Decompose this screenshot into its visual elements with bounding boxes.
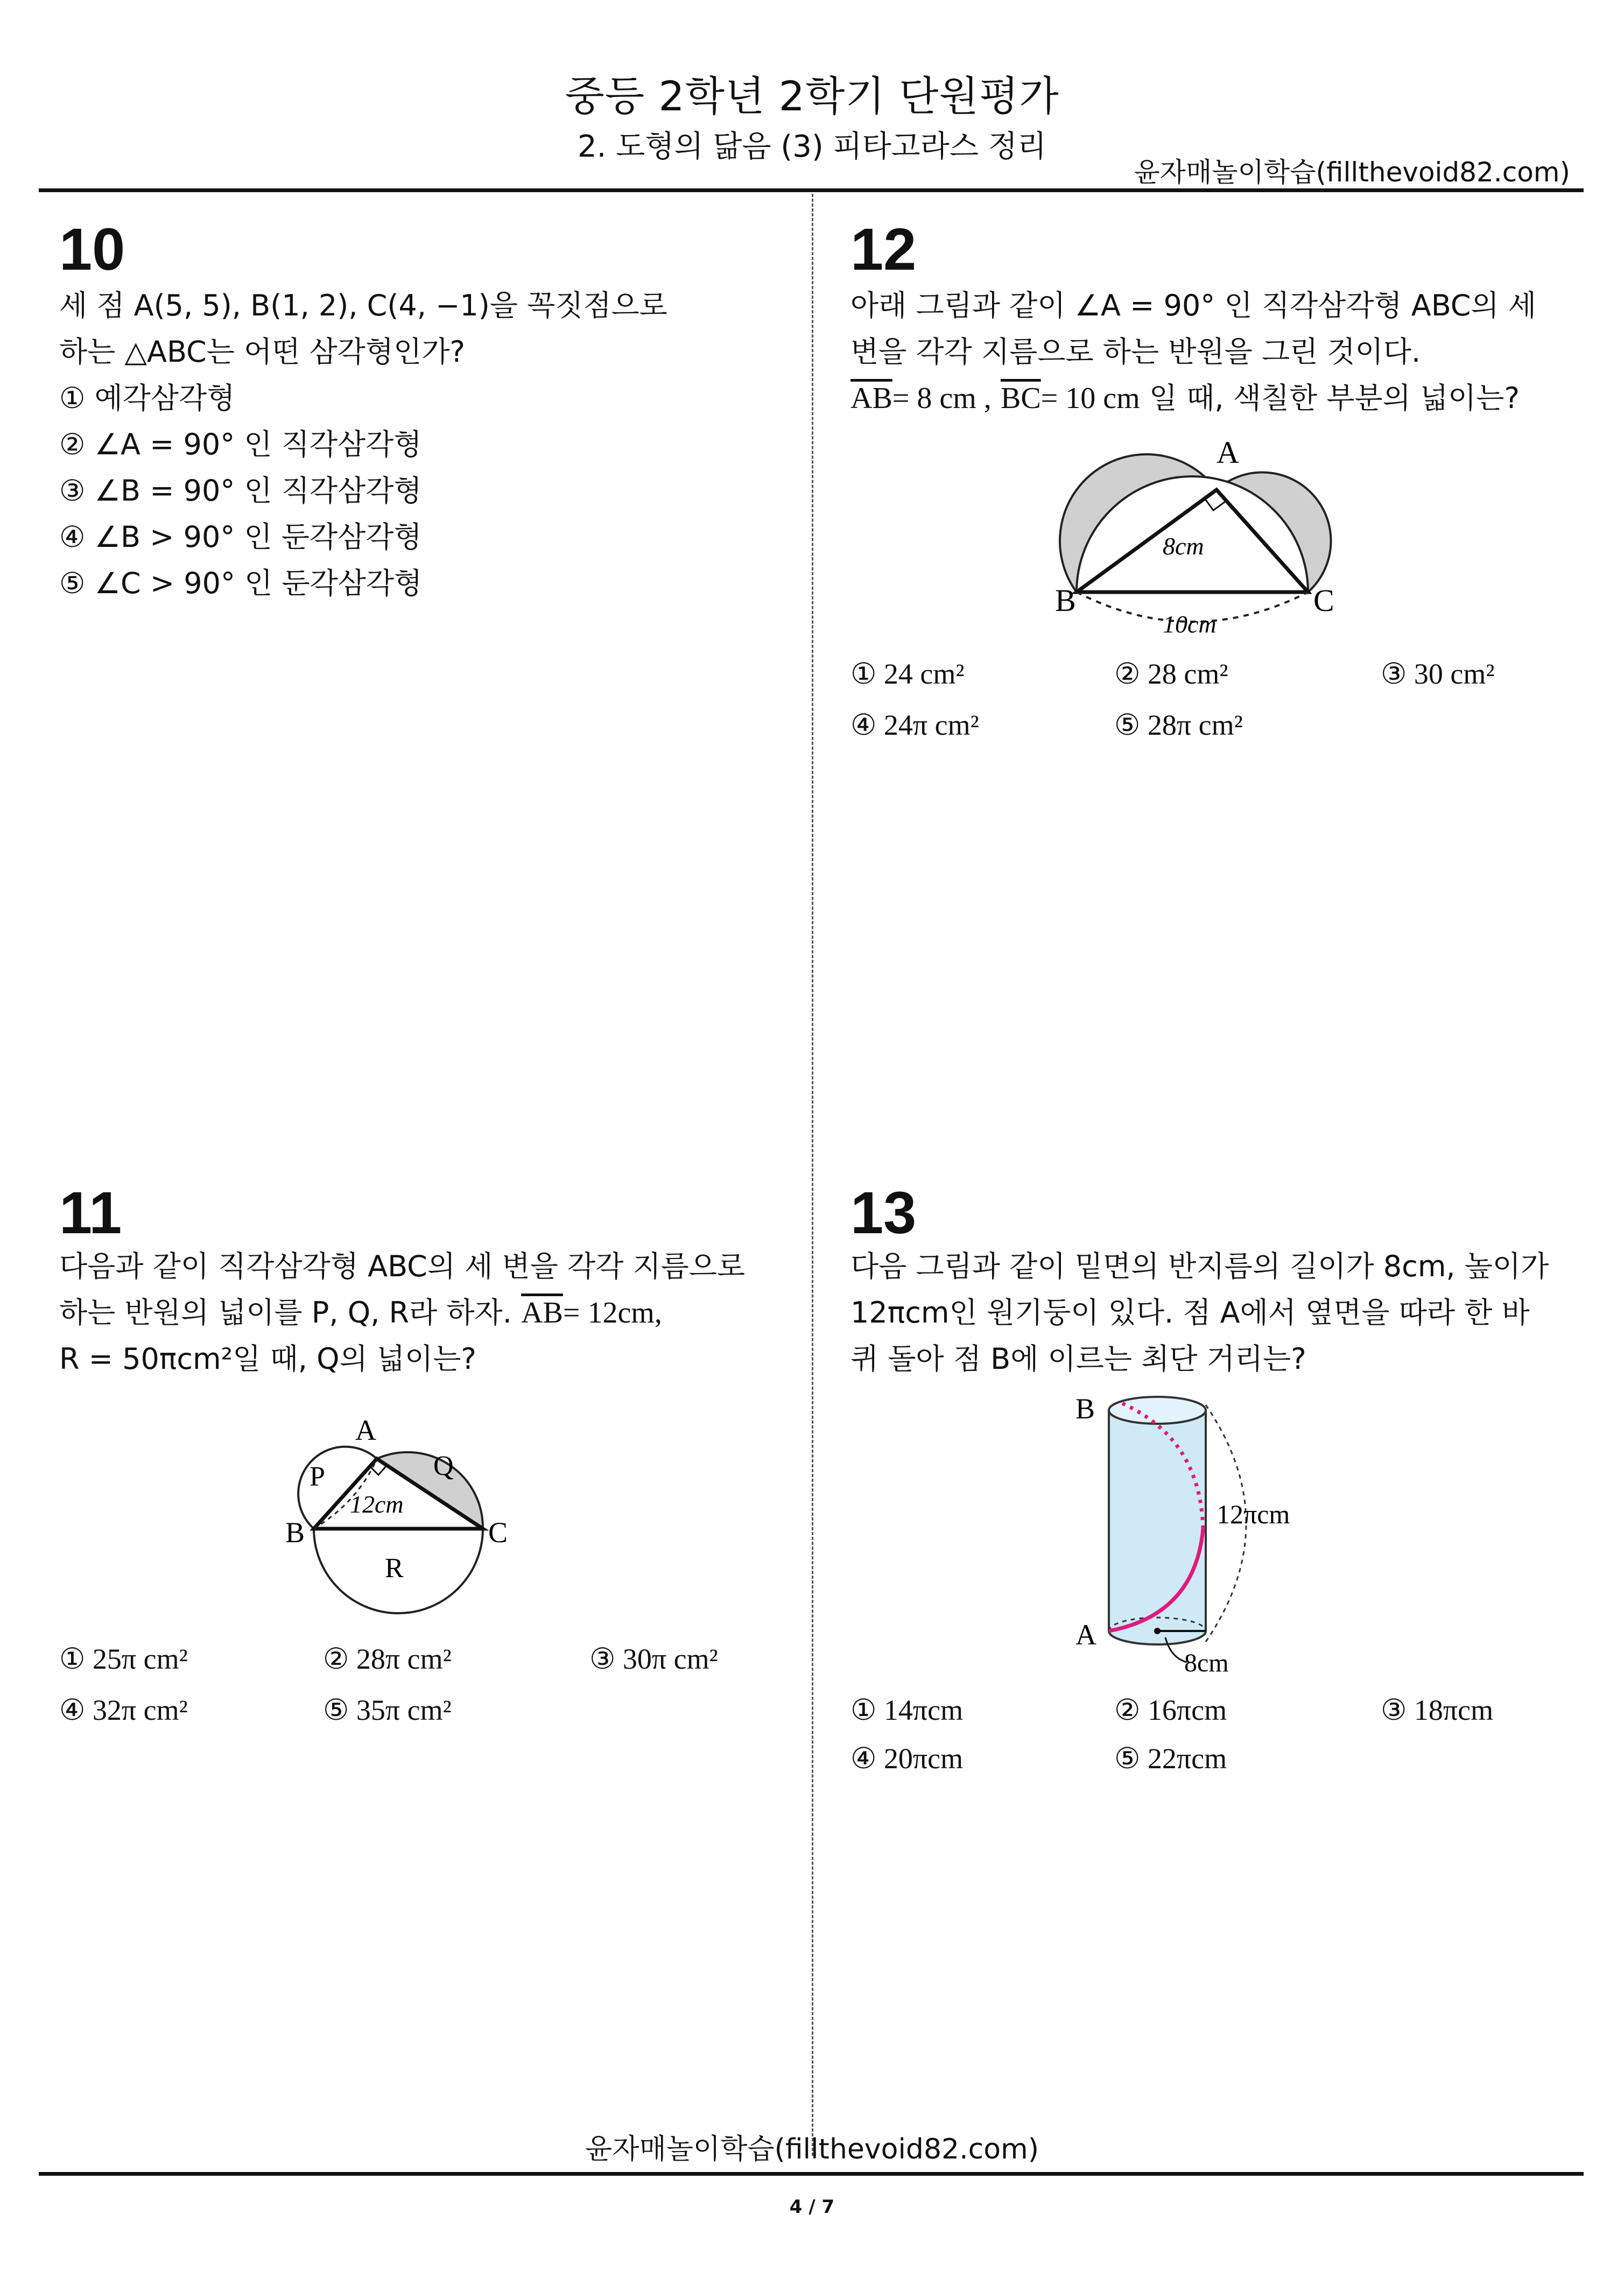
- segment-ab-label-11: $\overline{AB}$: [521, 1296, 563, 1330]
- fig11-label-a: A: [355, 1414, 376, 1446]
- cylinder-top: [1109, 1397, 1206, 1424]
- question-11-choice-3[interactable]: ③ 30π cm²: [589, 1643, 718, 1675]
- brand-footer: 윤자매놀이학습(fillthevoid82.com): [585, 2133, 1039, 2166]
- question-11-line3: R = 50πcm²일 때, Q의 넓이는?: [59, 1342, 477, 1376]
- fig11-label-q: Q: [433, 1451, 454, 1481]
- fig12-label-a: A: [1217, 435, 1239, 470]
- question-11-line1: 다음과 같이 직각삼각형 ABC의 세 변을 각각 지름으로: [59, 1249, 746, 1283]
- question-12-figure: [1055, 431, 1356, 646]
- page-subtitle: 2. 도형의 닮음 (3) 피타고라스 정리: [578, 129, 1046, 164]
- footer-rule: [39, 2172, 1584, 2176]
- question-13-choice-5[interactable]: ⑤ 22πcm: [1114, 1742, 1227, 1775]
- page-title: 중등 2학년 2학기 단원평가: [565, 72, 1059, 120]
- question-12-choice-1[interactable]: ① 24 cm²: [850, 658, 965, 690]
- question-10-line1: 세 점 A(5, 5), B(1, 2), C(4, −1)을 꼭짓점으로: [59, 289, 667, 322]
- fig11-label-ab: 12cm: [350, 1490, 404, 1518]
- header-rule: [39, 188, 1584, 192]
- segment-ab-value: = 8 cm ,: [892, 382, 992, 415]
- question-10-choice-5[interactable]: ⑤ ∠C > 90° 인 둔각삼각형: [59, 566, 423, 600]
- fig11-label-c: C: [488, 1516, 508, 1549]
- fig11-label-b: B: [285, 1516, 305, 1549]
- question-13-line2: 12πcm인 원기둥이 있다. 점 A에서 옆면을 따라 한 바: [850, 1296, 1530, 1330]
- question-11-number: 11: [59, 1180, 122, 1246]
- fig13-label-radius: 8cm: [1184, 1649, 1229, 1677]
- question-13-line3: 퀴 돌아 점 B에 이르는 최단 거리는?: [850, 1342, 1306, 1376]
- question-13-choice-3[interactable]: ③ 18πcm: [1381, 1694, 1494, 1726]
- question-12-choice-2[interactable]: ② 28 cm²: [1114, 658, 1228, 690]
- question-12-number: 12: [850, 216, 917, 283]
- question-12-choice-4[interactable]: ④ 24π cm²: [850, 709, 979, 741]
- question-10-choice-3[interactable]: ③ ∠B = 90° 인 직각삼각형: [59, 474, 422, 508]
- fig12-label-bc: 10cm: [1163, 610, 1217, 638]
- question-11-text: [59, 1243, 770, 1382]
- question-13-line1: 다음 그림과 같이 밑면의 반지름의 길이가 8cm, 높이가: [850, 1249, 1549, 1283]
- question-13-figure: [1071, 1389, 1330, 1690]
- fig13-label-height: 12πcm: [1217, 1499, 1290, 1529]
- question-12-line2: 변을 각각 지름으로 하는 반원을 그린 것이다.: [850, 335, 1421, 369]
- fig13-label-b: B: [1075, 1393, 1095, 1425]
- question-12-line3-rest: 일 때, 색칠한 부분의 넓이는?: [1149, 381, 1520, 415]
- question-11-choice-2[interactable]: ② 28π cm²: [323, 1643, 452, 1675]
- question-13-choice-1[interactable]: ① 14πcm: [850, 1694, 964, 1726]
- question-11-line2-a: 하는 반원의 넓이를 P, Q, R라 하자.: [59, 1296, 512, 1330]
- fig11-label-r: R: [385, 1553, 404, 1584]
- fig12-label-b: B: [1055, 583, 1076, 618]
- question-11-choice-1[interactable]: ① 25π cm²: [59, 1643, 188, 1675]
- question-12-text: [850, 283, 1561, 421]
- question-12-line1: 아래 그림과 같이 ∠A = 90° 인 직각삼각형 ABC의 세: [850, 289, 1536, 322]
- question-12-line3: [850, 375, 1561, 421]
- right-angle-mark-11: [370, 1466, 386, 1475]
- question-11-figure: [277, 1400, 536, 1626]
- question-10-choice-4[interactable]: ④ ∠B > 90° 인 둔각삼각형: [59, 520, 422, 554]
- question-10-choice-1[interactable]: ① 예각삼각형: [59, 381, 235, 415]
- fig13-label-a: A: [1075, 1619, 1096, 1651]
- brand-header: 윤자매놀이학습(fillthevoid82.com): [1134, 157, 1570, 188]
- segment-bc-label: $\overline{BC}$: [1000, 382, 1041, 415]
- question-12-choice-3[interactable]: ③ 30 cm²: [1381, 658, 1495, 690]
- cylinder-body: [1109, 1410, 1206, 1644]
- question-10-choice-2[interactable]: ② ∠A = 90° 인 직각삼각형: [59, 427, 422, 461]
- question-10-line2: 하는 △ABC는 어떤 삼각형인가?: [59, 335, 466, 369]
- question-10-number: 10: [59, 216, 125, 283]
- question-13-text: [850, 1243, 1561, 1382]
- question-11-choice-5[interactable]: ⑤ 35π cm²: [323, 1694, 452, 1726]
- column-divider: [812, 194, 813, 2156]
- fig12-label-c: C: [1313, 583, 1334, 618]
- segment-ab-label: $\overline{AB}$: [850, 382, 892, 415]
- question-13-choice-4[interactable]: ④ 20πcm: [850, 1742, 964, 1775]
- page-number: 4 / 7: [789, 2196, 835, 2218]
- fig11-label-p: P: [310, 1461, 325, 1492]
- question-11-choice-4[interactable]: ④ 32π cm²: [59, 1694, 188, 1726]
- question-10-text: [59, 283, 759, 607]
- question-13-number: 13: [850, 1180, 917, 1246]
- question-12-choice-5[interactable]: ⑤ 28π cm²: [1114, 709, 1243, 741]
- question-13-choice-2[interactable]: ② 16πcm: [1114, 1694, 1227, 1726]
- fig12-label-ab: 8cm: [1163, 532, 1204, 560]
- question-11-line2: [59, 1290, 770, 1336]
- segment-ab-value-11: = 12cm,: [563, 1296, 662, 1330]
- segment-bc-value: = 10 cm: [1041, 382, 1140, 415]
